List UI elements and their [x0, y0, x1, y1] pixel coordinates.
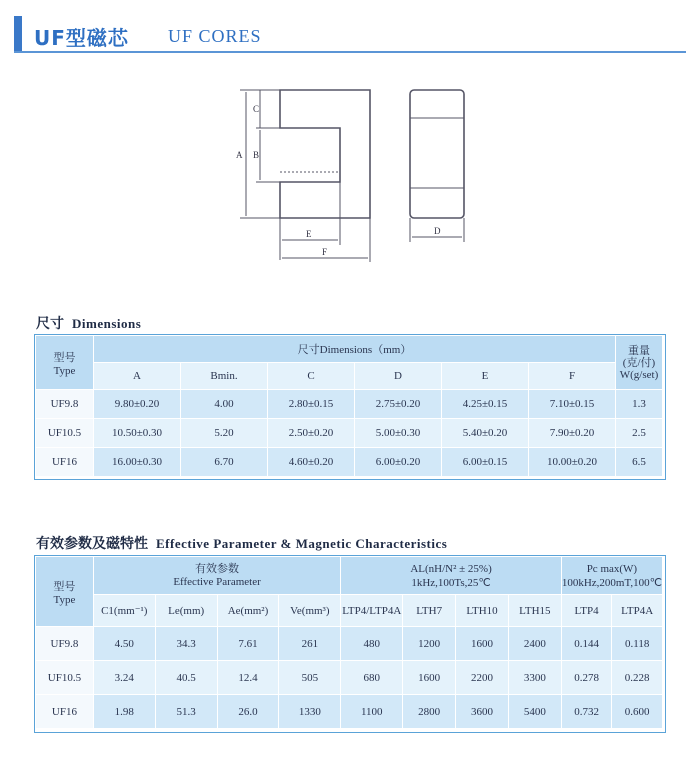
group1-en: Effective Parameter: [173, 575, 261, 588]
table-row: [36, 661, 663, 695]
dimensions-group-header: 尺寸Dimensions（mm）: [94, 336, 616, 363]
col-header-ltp4a: LTP4A: [612, 595, 663, 627]
row-type: UF10.5: [36, 661, 94, 695]
page-header: [0, 0, 700, 56]
dimensions-title-cn: 尺寸: [36, 316, 64, 332]
cell: 0.144: [562, 627, 613, 661]
cell: 16.00±0.30: [94, 448, 181, 477]
dim-label-f: F: [322, 247, 328, 257]
weight-header-line3: W(g/set): [619, 368, 659, 381]
row-type: UF10.5: [36, 419, 94, 448]
cell: 4.25±0.15: [442, 390, 529, 419]
col-header-lth15: LTH15: [509, 595, 562, 627]
cell: 1600: [456, 627, 509, 661]
weight-header-cell: [616, 336, 663, 390]
cell: 0.118: [612, 627, 663, 661]
type-header-cn: 型号: [53, 351, 76, 364]
cell: 10.50±0.30: [94, 419, 181, 448]
cell: 4.60±0.20: [268, 448, 355, 477]
u-core-outline: [280, 90, 370, 218]
dim-label-d: D: [434, 226, 441, 236]
cell: 3300: [509, 661, 562, 695]
effective-title-cn: 有效参数及磁特性: [36, 536, 148, 552]
header-accent-bar: [14, 16, 22, 52]
cell-weight: 6.5: [616, 448, 663, 477]
dimensions-section-title: [36, 313, 141, 333]
cell: 1.98: [94, 695, 156, 729]
al-group-header: [341, 557, 562, 595]
cell: 2.50±0.20: [268, 419, 355, 448]
group1-cn: 有效参数: [195, 562, 240, 575]
group3-cond: 100kHz,200mT,100℃: [561, 576, 662, 589]
cell: 4.00: [181, 390, 268, 419]
cell: 5400: [509, 695, 562, 729]
col-header-ltp4-ltp4a: LTP4/LTP4A: [341, 595, 403, 627]
col-header-ltp4: LTP4: [562, 595, 613, 627]
cell: 40.5: [156, 661, 218, 695]
weight-header-line1: 重量: [628, 344, 650, 357]
effective-section-title: [36, 533, 447, 553]
group2-title: AL(nH/N² ± 25%): [410, 562, 492, 575]
col-header-c: C: [268, 363, 355, 390]
cell: 5.20: [181, 419, 268, 448]
row-type: UF9.8: [36, 390, 94, 419]
col-header-le: Le(mm): [156, 595, 218, 627]
row-type: UF9.8: [36, 627, 94, 661]
weight-header-line2: (克/付): [622, 356, 656, 369]
cell: 6.00±0.15: [442, 448, 529, 477]
cell: 2.80±0.15: [268, 390, 355, 419]
cell: 1100: [341, 695, 403, 729]
cell: 5.00±0.30: [355, 419, 442, 448]
col-header-bmin: Bmin.: [181, 363, 268, 390]
dimensions-title-en: Dimensions: [72, 316, 142, 331]
cell: 0.732: [562, 695, 613, 729]
cell: 505: [279, 661, 341, 695]
cell: 2200: [456, 661, 509, 695]
col-header-e: E: [442, 363, 529, 390]
col-header-c1: C1(mm⁻¹): [94, 595, 156, 627]
cell: 1330: [279, 695, 341, 729]
dimensions-table: [36, 336, 663, 477]
effective-param-group-header: [94, 557, 341, 595]
page-title-en: UF CORES: [168, 26, 262, 46]
col-header-lth10: LTH10: [456, 595, 509, 627]
cell: 480: [341, 627, 403, 661]
cell: 680: [341, 661, 403, 695]
cell: 7.90±0.20: [529, 419, 616, 448]
row-type: UF16: [36, 448, 94, 477]
cell: 5.40±0.20: [442, 419, 529, 448]
type-header-cell: [36, 336, 94, 390]
effective-title-en: Effective Parameter & Magnetic Characteristics: [156, 536, 448, 551]
dim-label-a: A: [236, 150, 243, 160]
col-header-d: D: [355, 363, 442, 390]
group3-title: Pc max(W): [586, 562, 638, 575]
col-header-f: F: [529, 363, 616, 390]
cell: 6.70: [181, 448, 268, 477]
table-row: [36, 390, 663, 419]
col-header-ae: Ae(mm²): [218, 595, 280, 627]
cell: 2.75±0.20: [355, 390, 442, 419]
cell: 2400: [509, 627, 562, 661]
cell: 26.0: [218, 695, 280, 729]
type-header-cell-2: [36, 557, 94, 627]
table-row: [36, 627, 663, 661]
cell: 3600: [456, 695, 509, 729]
type-header-cn-2: 型号: [53, 580, 76, 593]
type-header-en: Type: [53, 364, 76, 377]
cell: 261: [279, 627, 341, 661]
page-title-cn: UF型磁芯: [34, 26, 129, 50]
col-header-a: A: [94, 363, 181, 390]
cell: 10.00±0.20: [529, 448, 616, 477]
group2-cond: 1kHz,100Ts,25℃: [411, 576, 491, 589]
cell: 4.50: [94, 627, 156, 661]
header-divider: [14, 51, 686, 53]
core-dimension-drawing: [230, 80, 480, 270]
cell: 12.4: [218, 661, 280, 695]
cell: 51.3: [156, 695, 218, 729]
dim-label-c: C: [253, 104, 260, 114]
cell: 0.600: [612, 695, 663, 729]
dim-label-e: E: [306, 229, 312, 239]
table-row: [36, 695, 663, 729]
cell: 7.10±0.15: [529, 390, 616, 419]
effective-table: [36, 557, 663, 729]
cell: 3.24: [94, 661, 156, 695]
row-type: UF16: [36, 695, 94, 729]
table-row: [36, 419, 663, 448]
col-header-lth7: LTH7: [403, 595, 456, 627]
cell-weight: 2.5: [616, 419, 663, 448]
col-header-ve: Ve(mm³): [279, 595, 341, 627]
cell: 9.80±0.20: [94, 390, 181, 419]
cell: 2800: [403, 695, 456, 729]
cell: 7.61: [218, 627, 280, 661]
cell: 34.3: [156, 627, 218, 661]
cell: 0.278: [562, 661, 613, 695]
cell: 0.228: [612, 661, 663, 695]
core-side-outline: [410, 90, 464, 218]
type-header-en-2: Type: [53, 593, 76, 606]
pc-group-header: [562, 557, 663, 595]
cell: 1600: [403, 661, 456, 695]
cell-weight: 1.3: [616, 390, 663, 419]
table-row: [36, 448, 663, 477]
cell: 6.00±0.20: [355, 448, 442, 477]
cell: 1200: [403, 627, 456, 661]
dim-label-b: B: [253, 150, 260, 160]
